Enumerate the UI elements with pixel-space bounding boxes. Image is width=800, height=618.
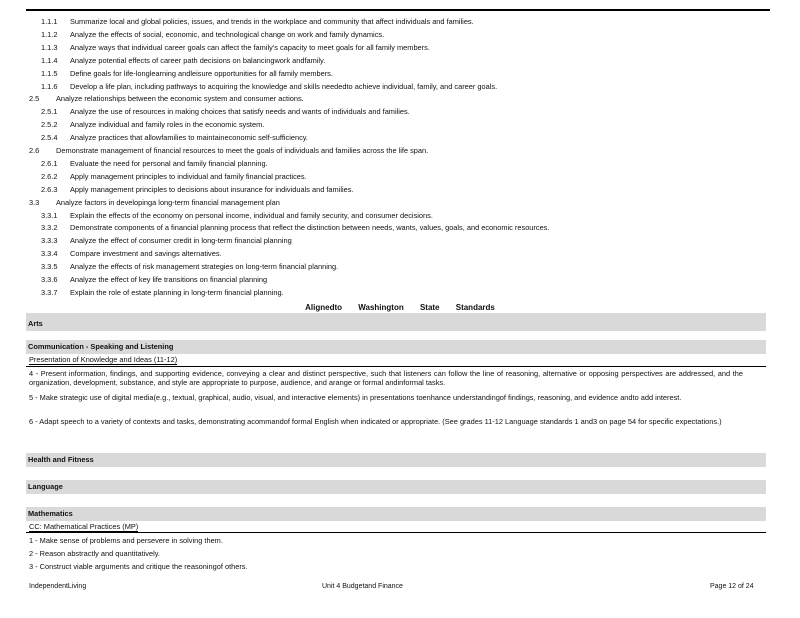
outline-item xyxy=(41,17,474,27)
outline-item-text: Explain the effects of the economy on personal income, individual and family security, and consumer decisions. xyxy=(70,210,433,220)
section-health-label: Health and Fitness xyxy=(28,455,94,464)
outline-item-text: Apply management principles to individual and family financial practices. xyxy=(70,171,307,181)
outline-item-number: 1.1.3 xyxy=(41,42,58,52)
communication-item-4: 4 - Present information, findings, and supporting evidence, conveying a clear and distinct perspective, such that listeners can follow the line of reasoning, alternative or opposing perspectives are addressed, and the organization, development, substance, and style are appropriate to purpose, audience, and arange or formal andinformal tasks. xyxy=(29,369,743,388)
outline-item-number: 2.5.2 xyxy=(41,120,58,130)
outline-item-number: 1.1.5 xyxy=(41,68,58,78)
math-rule xyxy=(26,532,766,533)
outline-item xyxy=(29,94,304,104)
outline-item xyxy=(41,69,333,79)
outline-item-text: Demonstrate components of a financial planning process that reflect the distinction between needs, wants, values, goals, and economic resources. xyxy=(70,223,550,233)
outline-item-number: 3.3 xyxy=(29,197,40,207)
communication-rule xyxy=(26,366,766,367)
outline-item xyxy=(41,56,325,66)
outline-item-number: 3.3.1 xyxy=(41,210,58,220)
outline-item xyxy=(41,211,433,221)
outline-item xyxy=(41,82,497,92)
outline-item-text: Analyze potential effects of career path decisions on balancingwork andfamily. xyxy=(70,55,326,65)
outline-item-number: 2.5.1 xyxy=(41,107,58,117)
outline-item xyxy=(41,223,549,233)
section-arts xyxy=(26,313,766,331)
section-communication-label: Communication - Speaking and Listening xyxy=(28,342,174,351)
outline-item-text: Analyze the effect of key life transitions on financial planning xyxy=(70,275,268,284)
outline-item-text: Explain the role of estate planning in long-term financial planning. xyxy=(70,287,284,297)
outline-item xyxy=(41,133,308,143)
outline-item-number: 1.1.6 xyxy=(41,81,58,91)
aligned-heading: Alignedto Washington State Standards xyxy=(305,303,495,312)
outline-item-number: 3.3.5 xyxy=(41,262,58,272)
section-language-label: Language xyxy=(28,482,63,491)
section-mathematics-label: Mathematics xyxy=(28,509,73,518)
section-language xyxy=(26,480,766,494)
outline-item xyxy=(41,159,268,169)
communication-subheading: Presentation of Knowledge and Ideas (11-12) xyxy=(29,355,178,364)
footer-page-number: Page 12 of 24 xyxy=(710,583,754,590)
footer-left: IndependentLiving xyxy=(29,583,87,590)
section-communication xyxy=(26,340,766,354)
outline-item-number: 3.3.4 xyxy=(41,249,58,259)
section-mathematics xyxy=(26,507,766,521)
outline-item-text: Define goals for life-longlearning andleisure opportunities for all family members. xyxy=(70,68,333,78)
outline-item-text: Analyze the use of resources in making choices that satisfy needs and wants of individuals and families. xyxy=(70,107,410,117)
math-subheading: CC: Mathematical Practices (MP) xyxy=(29,522,139,531)
outline-item-number: 2.6.1 xyxy=(41,158,58,168)
outline-item-text: Apply management principles to decisions about insurance for individuals and families. xyxy=(70,184,354,194)
outline-item xyxy=(41,275,267,285)
outline-item-text: Compare investment and savings alternatives. xyxy=(70,249,222,259)
outline-item-number: 2.5.4 xyxy=(41,133,58,143)
footer-center: Unit 4 Budgetand Finance xyxy=(322,583,403,590)
top-rule xyxy=(26,9,770,11)
math-item-2: 2 - Reason abstractly and quantitatively. xyxy=(29,549,160,558)
outline-item-number: 3.3.3 xyxy=(41,236,58,246)
outline-item-number: 3.3.6 xyxy=(41,275,58,284)
outline-item xyxy=(41,30,384,40)
outline-item-text: Analyze the effects of risk management strategies on long-term financial planning. xyxy=(70,262,339,272)
outline-item-text: Analyze ways that individual career goals can affect the family's capacity to meet goals for all family members. xyxy=(70,42,430,52)
outline-item xyxy=(41,185,353,195)
outline-item xyxy=(41,43,430,53)
section-health xyxy=(26,453,766,467)
outline-item xyxy=(41,172,307,182)
outline-item-text: Analyze relationships between the economic system and consumer actions. xyxy=(56,94,304,104)
outline-item-number: 3.3.7 xyxy=(41,287,58,297)
outline-item-text: Analyze individual and family roles in the economic system. xyxy=(70,120,265,130)
outline-item xyxy=(41,249,222,259)
outline-item-text: Analyze the effects of social, economic, and technological change on work and family dynamics. xyxy=(70,29,385,39)
outline-item-text: Analyze the effect of consumer credit in long-term financial planning xyxy=(70,236,292,246)
communication-item-6: 6 - Adapt speech to a variety of contexts and tasks, demonstrating acommandof formal English when indicated or appropriate. (See grades 11-12 Language standards 1 and3 on page 54 for specific expectations.) xyxy=(29,417,722,426)
outline-item xyxy=(29,146,428,156)
outline-item xyxy=(41,120,264,130)
outline-item-text: Demonstrate management of financial resources to meet the goals of individuals and families across the life span. xyxy=(56,146,429,155)
outline-item xyxy=(41,262,338,272)
outline-item-text: Summarize local and global policies, issues, and trends in the workplace and community that affect individuals and families. xyxy=(70,17,474,26)
outline-item xyxy=(29,198,280,208)
outline-item-text: Evaluate the need for personal and family financial planning. xyxy=(70,158,268,168)
outline-item-number: 2.6 xyxy=(29,146,40,155)
outline-item-number: 3.3.2 xyxy=(41,223,58,233)
math-item-1: 1 - Make sense of problems and persevere in solving them. xyxy=(29,536,223,545)
communication-item-5: 5 - Make strategic use of digital media(e.g., textual, graphical, audio, visual, and interactive elements) in presentations toenhance understandingof findings, reasoning, and evidence andto add interest. xyxy=(29,393,682,402)
outline-item xyxy=(41,236,292,246)
outline-item-text: Analyze practices that allowfamilies to maintaineconomic self-sufficiency. xyxy=(70,133,308,143)
section-arts-label: Arts xyxy=(28,319,43,328)
outline-item xyxy=(41,288,284,298)
outline-item-text: Develop a life plan, including pathways to acquiring the knowledge and skills neededto achieve individual, family, and career goals. xyxy=(70,81,498,91)
outline-item-number: 1.1.1 xyxy=(41,17,58,26)
outline-item-number: 2.6.3 xyxy=(41,184,58,194)
math-item-3: 3 - Construct viable arguments and critique the reasoningof others. xyxy=(29,562,248,571)
outline-item-number: 2.6.2 xyxy=(41,171,58,181)
outline-item xyxy=(41,107,410,117)
outline-item-number: 2.5 xyxy=(29,94,40,104)
outline-item-number: 1.1.2 xyxy=(41,29,58,39)
outline-item-number: 1.1.4 xyxy=(41,55,58,65)
outline-item-text: Analyze factors in developinga long-term financial management plan xyxy=(56,197,280,207)
